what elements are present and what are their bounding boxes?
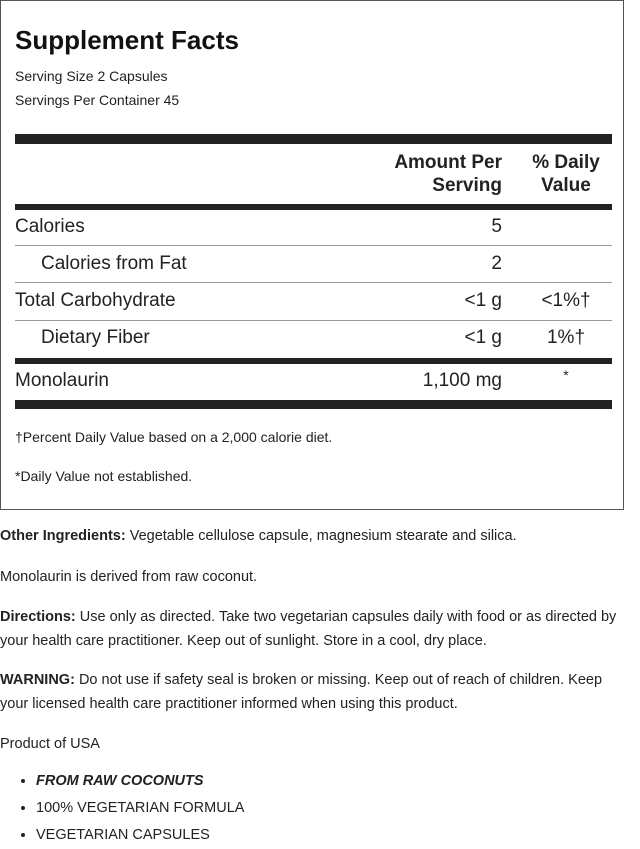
- servings-per-container: Servings Per Container 45: [15, 92, 180, 108]
- directions-text: Use only as directed. Take two vegetarian capsules daily with food or as directed by your health care practitioner. Keep out of sunlight. Store in a cool, dry place.: [0, 609, 617, 649]
- row-divider: [15, 245, 612, 246]
- footnote-dv: †Percent Daily Value based on a 2,000 calorie diet.: [15, 429, 333, 445]
- row-amount: <1 g: [464, 327, 502, 348]
- feature-item: [36, 768, 244, 795]
- feature-item: • 100% VEGETARIAN FORMULA: [36, 795, 244, 822]
- feature-item: • VEGETARIAN CAPSULES: [36, 822, 244, 849]
- row-amount: 2: [491, 253, 502, 274]
- row-amount: 1,100 mg: [422, 370, 502, 391]
- header-daily-value: % Daily Value: [532, 152, 600, 196]
- divider-thick: [15, 400, 612, 409]
- row-dv: 1%†: [546, 327, 586, 348]
- row-amount: 5: [491, 216, 502, 237]
- footnote-not-established: *Daily Value not established.: [15, 468, 193, 484]
- warning-label: WARNING:: [0, 672, 75, 688]
- directions-label: Directions:: [0, 609, 76, 625]
- row-amount: <1 g: [464, 290, 502, 311]
- row-name: Calories: [15, 216, 85, 237]
- divider: [15, 358, 612, 364]
- directions: [0, 605, 630, 653]
- origin: Product of USA: [0, 736, 100, 752]
- other-ingredients: [0, 524, 630, 548]
- panel-title: Supplement Facts: [15, 25, 239, 55]
- feature-item-text: FROM RAW COCONUTS: [36, 773, 204, 789]
- feature-list: [0, 768, 244, 849]
- other-ingredients-text: Vegetable cellulose capsule, magnesium stearate and silica.: [125, 528, 517, 544]
- warning-text: Do not use if safety seal is broken or missing. Keep out of reach of children. Keep your licensed health care practitioner informed when using this product.: [0, 672, 603, 712]
- row-divider: [15, 320, 612, 321]
- row-name: Monolaurin: [15, 370, 109, 391]
- derived-note: Monolaurin is derived from raw coconut.: [0, 569, 258, 585]
- row-name: Total Carbohydrate: [15, 290, 176, 311]
- row-divider: [15, 282, 612, 283]
- row-dv: *: [563, 367, 569, 383]
- divider-thick: [15, 134, 612, 144]
- row-dv: <1%†: [541, 290, 591, 311]
- serving-size: Serving Size 2 Capsules: [15, 68, 168, 84]
- other-ingredients-label: Other Ingredients:: [0, 528, 126, 544]
- row-name: Dietary Fiber: [41, 327, 150, 348]
- warning: [0, 668, 630, 716]
- divider: [15, 204, 612, 210]
- header-amount: Amount Per Serving: [394, 152, 502, 196]
- row-name: Calories from Fat: [41, 253, 187, 274]
